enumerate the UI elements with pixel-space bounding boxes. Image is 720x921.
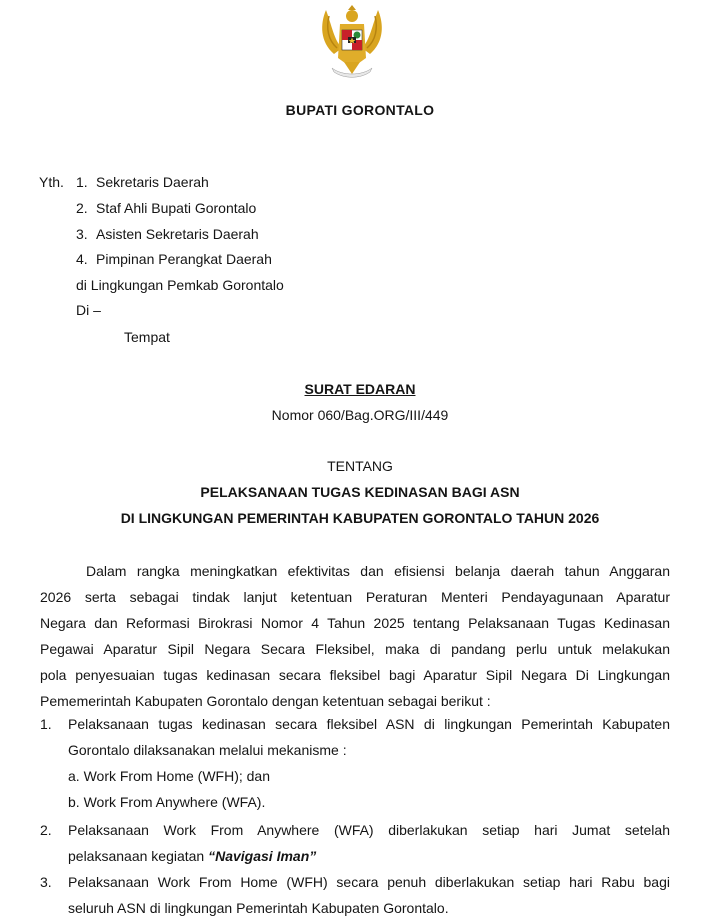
- addressee-di: Di –: [76, 302, 101, 318]
- point-line-text: pelaksanaan kegiatan: [68, 848, 209, 864]
- addressee-prefix: Yth.: [39, 174, 64, 190]
- subject-line-1: PELAKSANAAN TUGAS KEDINASAN BAGI ASN: [200, 484, 520, 500]
- letter-type: SURAT EDARAN: [304, 381, 416, 397]
- garuda-emblem-icon: [312, 2, 392, 82]
- emphasis-text: “Navigasi Iman”: [208, 848, 317, 864]
- point-2: [68, 817, 670, 869]
- intro-line: Pegawai Aparatur Sipil Negara Secara Fleksibel, maka di pandang perlu untuk melakukan: [40, 641, 670, 657]
- addressee-item: Pimpinan Perangkat Daerah: [96, 251, 272, 267]
- point-line: Pelaksanaan Work From Anywhere (WFA) diberlakukan setiap hari Jumat setelah: [68, 822, 670, 838]
- addressee-item-number: 3.: [76, 226, 88, 242]
- addressee-item-number: 4.: [76, 251, 88, 267]
- addressee-item-number: 1.: [76, 174, 88, 190]
- point-line: Pelaksanaan Work From Home (WFH) secara penuh diberlakukan setiap hari Rabu bagi: [68, 874, 670, 890]
- letter-number: Nomor 060/Bag.ORG/III/449: [271, 407, 449, 423]
- point-3: [68, 869, 670, 921]
- sub-point: b. Work From Anywhere (WFA).: [68, 794, 266, 810]
- intro-line: Dalam rangka meningkatkan efektivitas dan efisiensi belanja daerah tahun Anggaran: [86, 563, 670, 579]
- point-number: 3.: [40, 874, 52, 890]
- point-1: [68, 711, 670, 815]
- intro-line: Pememerintah Kabupaten Gorontalo dengan ketentuan sebagai berikut :: [40, 693, 491, 709]
- addressee-item: Staf Ahli Bupati Gorontalo: [96, 200, 257, 216]
- intro-line: 2026 serta sebagai tindak lanjut ketentuan Peraturan Menteri Pendayagunaan Aparatur: [40, 589, 670, 605]
- addressee-scope: di Lingkungan Pemkab Gorontalo: [76, 277, 284, 293]
- issuer-title: BUPATI GORONTALO: [285, 102, 435, 118]
- point-number: 2.: [40, 822, 52, 838]
- addressee-item: Asisten Sekretaris Daerah: [96, 226, 259, 242]
- point-line: Pelaksanaan tugas kedinasan secara fleksibel ASN di lingkungan Pemerintah Kabupaten: [68, 716, 670, 732]
- intro-line: pola penyesuaian tugas kedinasan secara fleksibel bagi Aparatur Sipil Negara Di Lingkungan: [40, 667, 670, 683]
- point-line: [68, 843, 670, 869]
- intro-line: Negara dan Reformasi Birokrasi Nomor 4 Tahun 2025 tentang Pelaksanaan Tugas Kedinasan: [40, 615, 670, 631]
- addressee-item-number: 2.: [76, 200, 88, 216]
- subject-line-2: DI LINGKUNGAN PEMERINTAH KABUPATEN GORONTALO TAHUN 2026: [120, 510, 600, 526]
- about-label: TENTANG: [327, 458, 393, 474]
- intro-paragraph: [40, 558, 670, 714]
- addressee-tempat: Tempat: [124, 329, 170, 345]
- sub-point: a. Work From Home (WFH); dan: [68, 768, 270, 784]
- point-line: seluruh ASN di lingkungan Pemerintah Kabupaten Gorontalo.: [68, 900, 449, 916]
- addressee-item: Sekretaris Daerah: [96, 174, 209, 190]
- point-line: Gorontalo dilaksanakan melalui mekanisme :: [68, 742, 347, 758]
- point-number: 1.: [40, 716, 52, 732]
